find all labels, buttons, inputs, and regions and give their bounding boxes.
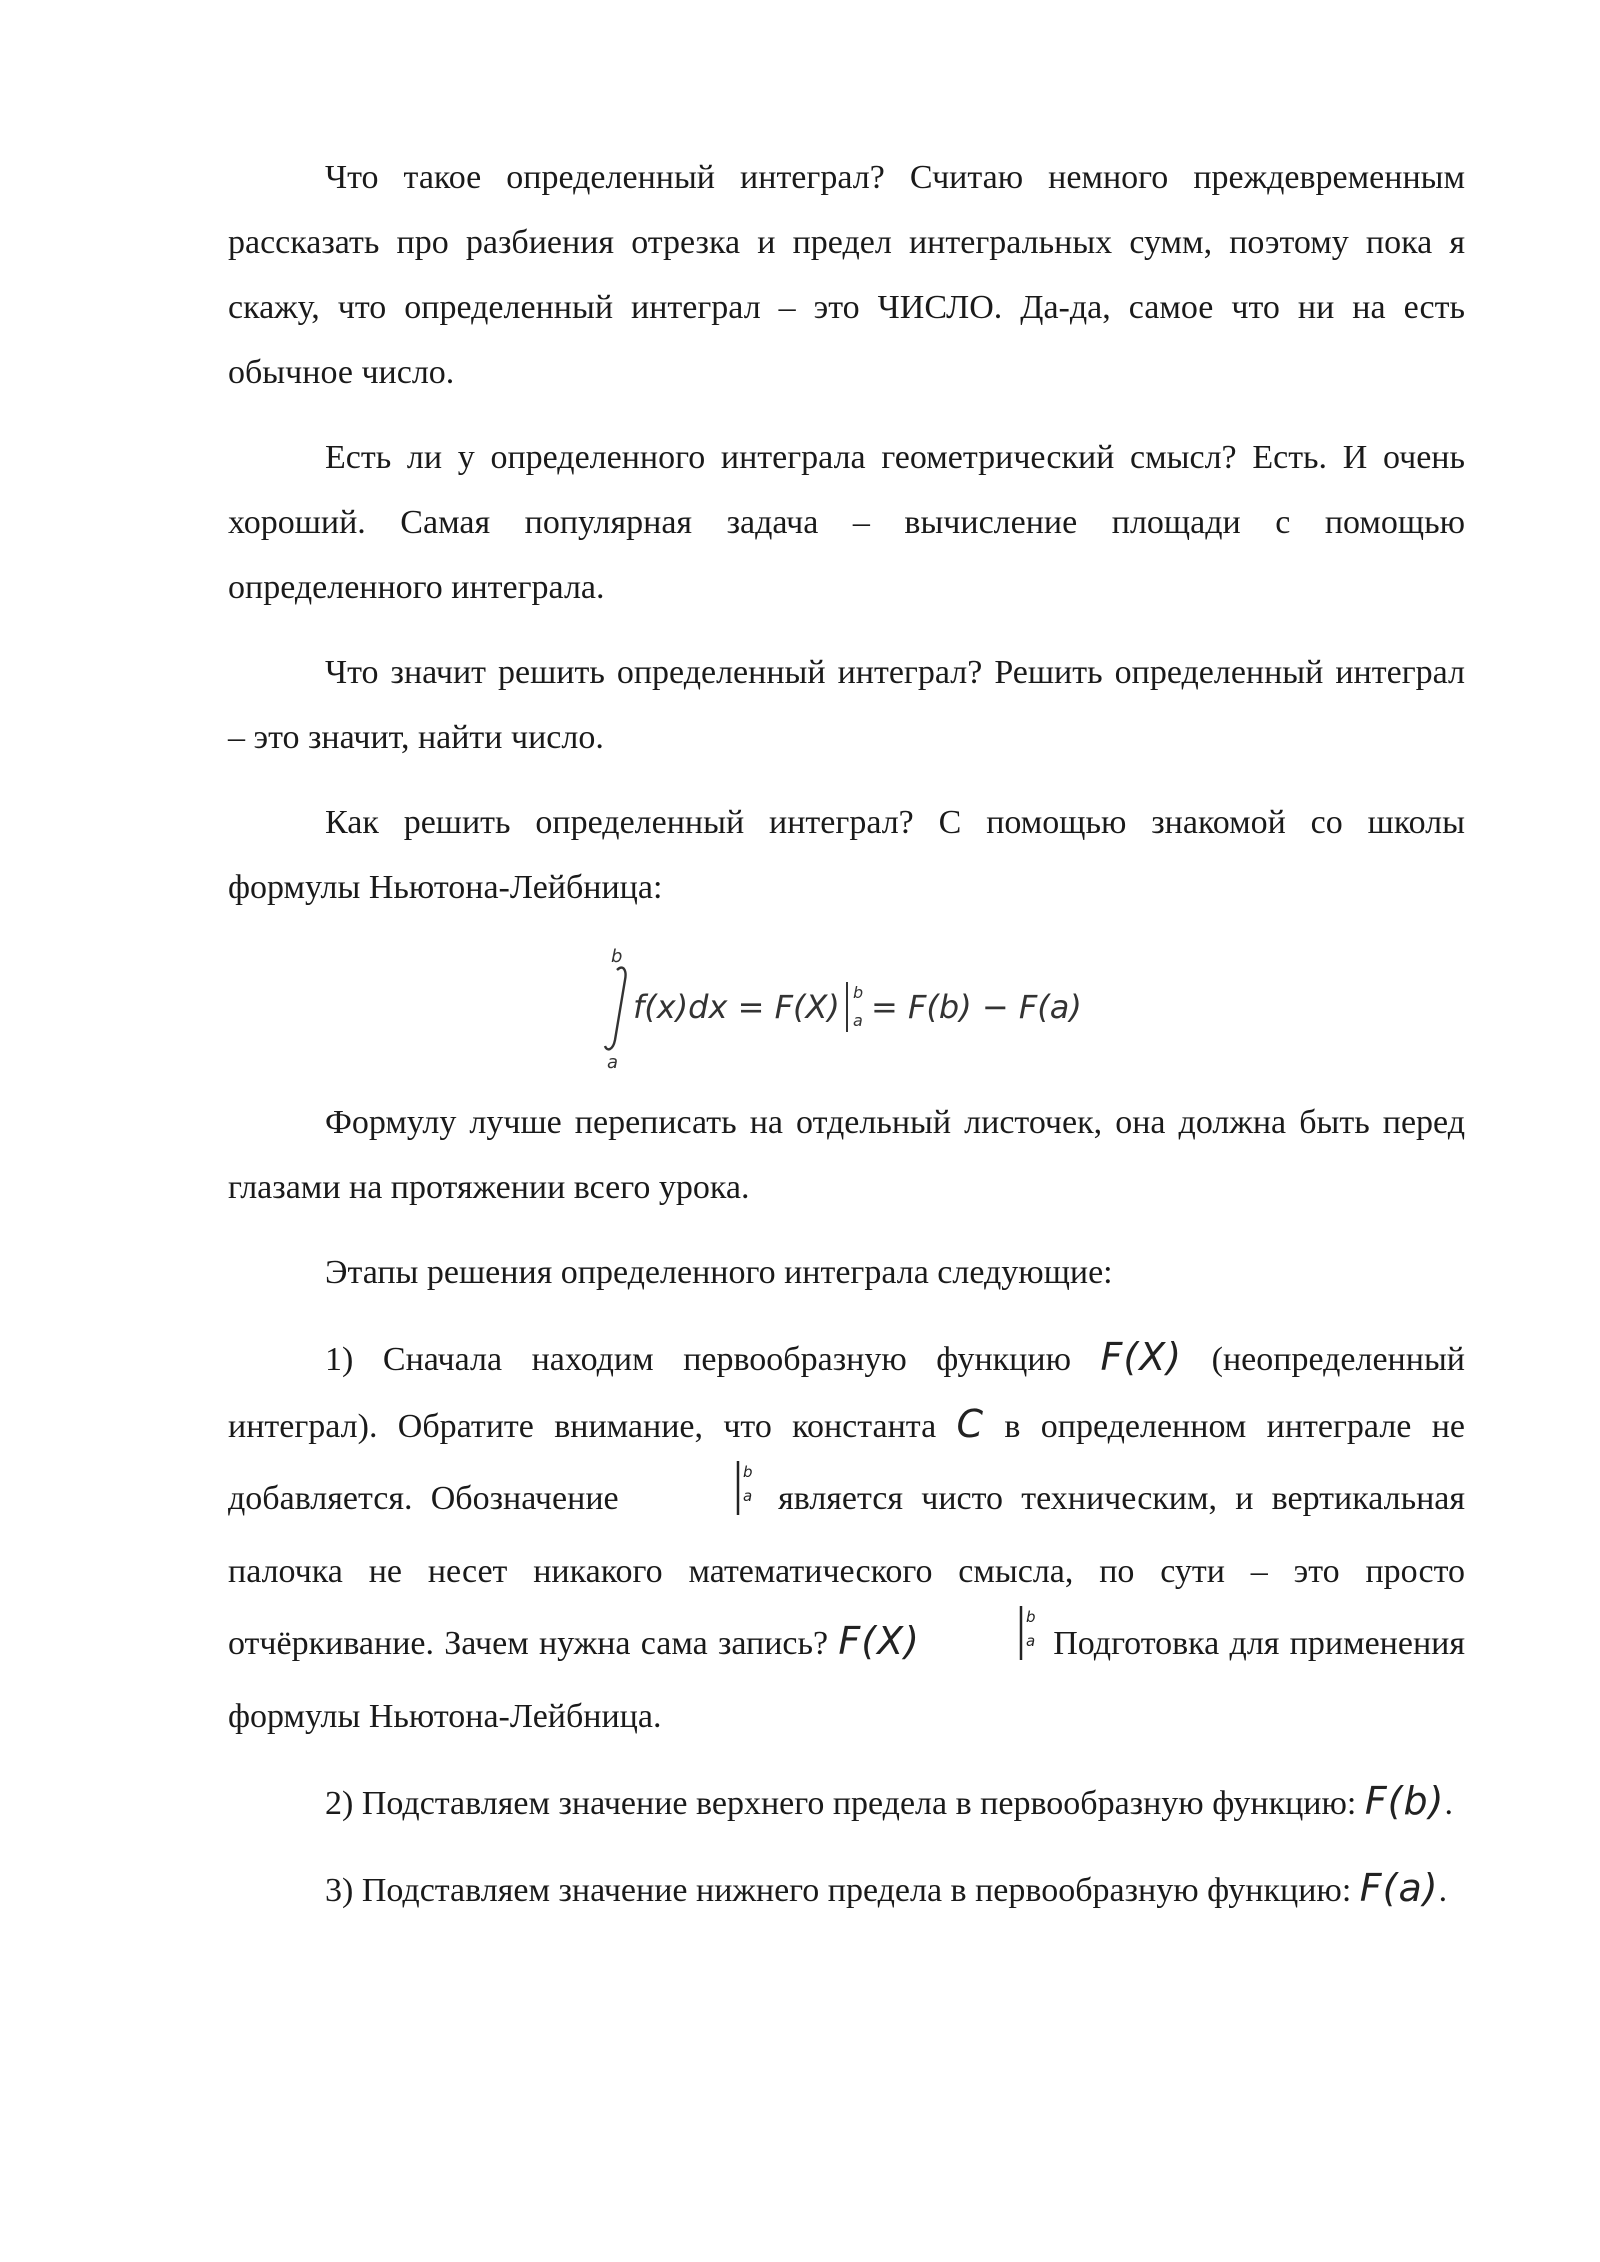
paragraph-step-3: 3) Подставляем значение нижнего предела в первообразную функцию: F(a). xyxy=(325,1866,1448,1910)
paragraph-solve-meaning: Что значит решить определенный интеграл? Решить определенный интеграл – это значит, найти число. xyxy=(228,654,1465,756)
paragraph-geometric-meaning: Есть ли у определенного интеграла геометрический смысл? Есть. И очень хороший. Самая популярная задача – вычисление площади с помощью определенного интеграла. xyxy=(228,439,1465,606)
paragraph-step-1: 1) Сначала находим первообразную функцию F(X) (неопределенный интеграл). Обратите внимание, что константа C в определенном интеграле не добавляется. Обозначение b a является чисто техническим, и вертикальная палочка не несет никакого математического смысла, по сути – это просто отчёркивание. Зачем нужна сама запись? F(X) b a Подготовка для применения формулы Ньютона-Лейбница. xyxy=(228,1335,1466,1735)
paragraph-write-formula: Формулу лучше переписать на отдельный листочек, она должна быть перед глазами на протяжении всего урока. xyxy=(228,1104,1465,1206)
svg-text:b: b xyxy=(742,1463,753,1481)
paragraph-how-to-solve: Как решить определенный интеграл? С помощью знакомой со школы формулы Ньютона-Лейбница: xyxy=(228,804,1465,906)
paragraph-steps-intro: Этапы решения определенного интеграла следующие: xyxy=(325,1254,1113,1291)
upper-limit-value: F(b) xyxy=(1364,1779,1445,1823)
bar-lower-limit: a xyxy=(852,1011,863,1030)
svg-text:a: a xyxy=(1025,1632,1036,1650)
integral-sign-icon xyxy=(605,968,626,1050)
integral-upper-limit: b xyxy=(610,946,622,967)
constant-symbol: C xyxy=(956,1402,985,1446)
document-body xyxy=(228,145,1465,1943)
evaluation-bar-icon xyxy=(920,1604,1043,1684)
evaluation-bar-icon xyxy=(637,1459,760,1539)
formula-rhs: = F(b) − F(a) xyxy=(870,988,1082,1026)
formula-svg xyxy=(597,940,1097,1070)
formula-integrand: f(x)dx = F(X) xyxy=(632,988,840,1026)
paragraph-definition: Что такое определенный интеграл? Считаю немного преждевременным рассказать про разбиения отрезка и предел интегральных сумм, поэтому пока я скажу, что определенный интеграл – это ЧИСЛО. Да-да, самое что ни на есть обычное число. xyxy=(228,159,1465,391)
svg-text:a: a xyxy=(742,1487,753,1505)
lower-limit-value: F(a) xyxy=(1359,1866,1439,1910)
integral-lower-limit: a xyxy=(606,1052,618,1070)
antiderivative-symbol: F(X) xyxy=(838,1619,920,1663)
svg-text:b: b xyxy=(1025,1608,1036,1626)
paragraph-step-2: 2) Подставляем значение верхнего предела в первообразную функцию: F(b). xyxy=(325,1779,1453,1823)
newton-leibniz-formula xyxy=(228,940,1465,1070)
bar-upper-limit: b xyxy=(852,983,863,1002)
antiderivative-symbol: F(X) xyxy=(1100,1335,1183,1379)
